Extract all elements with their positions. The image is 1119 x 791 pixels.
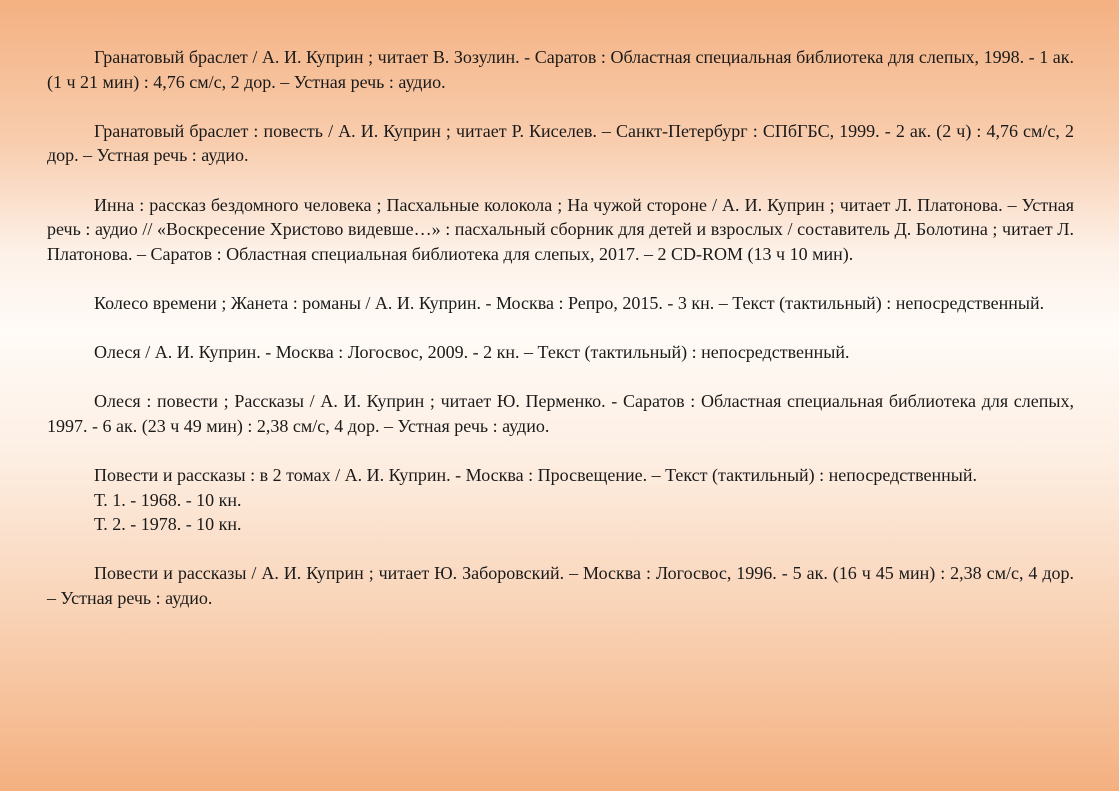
bibliography-entry [47, 463, 1074, 537]
bibliography-entry [47, 561, 1074, 610]
entry-text: Повести и рассказы / А. И. Куприн ; читает Ю. Заборовский. – Москва : Логосвос, 1996. - 5 ак. (16 ч 45 мин) : 2,38 см/с, 4 дор. – Устная речь : аудио. [47, 563, 1074, 609]
entry-text: Олеся / А. И. Куприн. - Москва : Логосвос, 2009. - 2 кн. – Текст (тактильный) : непосредственный. [94, 342, 850, 363]
volume-line: Т. 1. - 1968. - 10 кн. [94, 489, 242, 510]
entry-text: Гранатовый браслет / А. И. Куприн ; читает В. Зозулин. - Саратов : Областная специальная библиотека для слепых, 1998. - 1 ак. (1 ч 21 мин) : 4,76 см/с, 2 дор. – Устная речь : аудио. [47, 47, 1074, 92]
volume-line: Т. 2. - 1978. - 10 кн. [94, 514, 242, 535]
bibliography-entry [47, 340, 1074, 365]
entry-text: Инна : рассказ бездомного человека ; Пасхальные колокола ; На чужой стороне / А. И. Куприн ; читает Л. Платонова. – Устная речь : аудио // «Воскресение Христово видевше…» : пасхальный сборник для детей и взрослых / составитель Д. Болотина ; читает Л. Платонова. – Саратов : Областная специальная библиотека для слепых, 2017. – 2 CD-ROM (13 ч 10 мин). [47, 194, 1074, 264]
entry-text: Гранатовый браслет : повесть / А. И. Куприн ; читает Р. Киселев. – Санкт-Петербург : СПбГБС, 1999. - 2 ак. (2 ч) : 4,76 см/с, 2 дор. – Устная речь : аудио. [47, 120, 1074, 166]
entry-text: Колесо времени ; Жанета : романы / А. И. Куприн. - Москва : Репро, 2015. - 3 кн. – Текст (тактильный) : непосредственный. [94, 292, 1045, 313]
bibliography-entry [47, 193, 1074, 267]
bibliography-list [47, 45, 1074, 635]
bibliography-entry [47, 389, 1074, 438]
bibliography-entry [47, 45, 1074, 94]
entry-text: Повести и рассказы : в 2 томах / А. И. Куприн. - Москва : Просвещение. – Текст (тактильный) : непосредственный. [94, 465, 977, 486]
entry-text: Олеся : повести ; Рассказы / А. И. Куприн ; читает Ю. Перменко. - Саратов : Областная специальная библиотека для слепых, 1997. - 6 ак. (23 ч 49 мин) : 2,38 см/с, 4 дор. – Устная речь : аудио. [47, 391, 1074, 436]
bibliography-entry [47, 119, 1074, 168]
bibliography-entry [47, 291, 1074, 316]
